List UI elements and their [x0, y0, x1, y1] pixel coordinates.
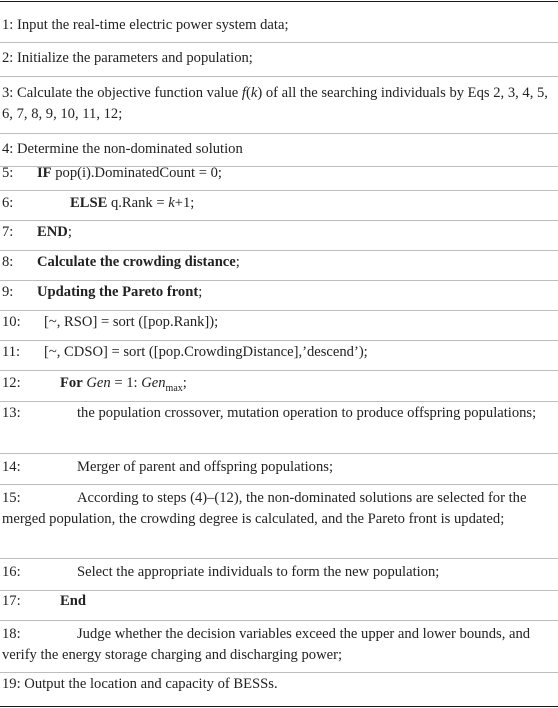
step-11: 11: [~, CDSO] = sort ([pop.CrowdingDistance],’descend’);: [2, 344, 368, 360]
row-divider: [0, 453, 558, 454]
step-13: 13: the population crossover, mutation operation to produce offspring populations;: [2, 405, 537, 421]
row-divider: [0, 42, 558, 43]
step-5: 5: IF pop(i).DominatedCount = 0;: [2, 165, 222, 181]
row-divider: [0, 370, 558, 371]
row-divider: [0, 133, 558, 134]
step-3: 3: Calculate the objective function value f(k) of all the searching individuals by Eqs 2, 3, 4, 5, 6, 7, 8, 9, 10, 11, 12;: [2, 85, 548, 122]
step-1: 1: Input the real-time electric power system data;: [2, 17, 289, 33]
step-14: 14: Merger of parent and offspring populations;: [2, 459, 334, 475]
row-divider: [0, 401, 558, 402]
step-8: 8: Calculate the crowding distance;: [2, 254, 240, 270]
row-divider: [0, 250, 558, 251]
row-divider: [0, 340, 558, 341]
row-divider: [0, 220, 558, 221]
bottom-rule: [0, 706, 558, 707]
step-16: 16: Select the appropriate individuals to form the new population;: [2, 564, 440, 580]
row-divider: [0, 280, 558, 281]
step-10: 10: [~, RSO] = sort ([pop.Rank]);: [2, 314, 219, 330]
step-12: 12: For Gen = 1: Gen$_{max}$;: [2, 375, 187, 394]
step-15: 15: According to steps (4)–(12), the non-dominated solutions are selected for the merged population, the crowding degree is calculated, and the Pareto front is updated;: [2, 490, 527, 527]
row-divider: [0, 310, 558, 311]
step-19: 19: Output the location and capacity of BESSs.: [2, 676, 278, 692]
row-divider: [0, 190, 558, 191]
row-divider: [0, 620, 558, 621]
step-6: 6: ELSE q.Rank = k+1;: [2, 195, 195, 211]
row-divider: [0, 76, 558, 77]
top-rule: [0, 1, 558, 2]
step-18: 18: Judge whether the decision variables exceed the upper and lower bounds, and verify the energy storage charging and discharging power;: [2, 626, 531, 663]
step-2: 2: Initialize the parameters and population;: [2, 50, 253, 66]
step-9: 9: Updating the Pareto front;: [2, 284, 203, 300]
step-4: 4: Determine the non-dominated solution: [2, 141, 243, 157]
row-divider: [0, 484, 558, 485]
row-divider: [0, 558, 558, 559]
step-17: 17: End: [2, 593, 86, 609]
step-7: 7: END;: [2, 224, 72, 240]
row-divider: [0, 672, 558, 673]
